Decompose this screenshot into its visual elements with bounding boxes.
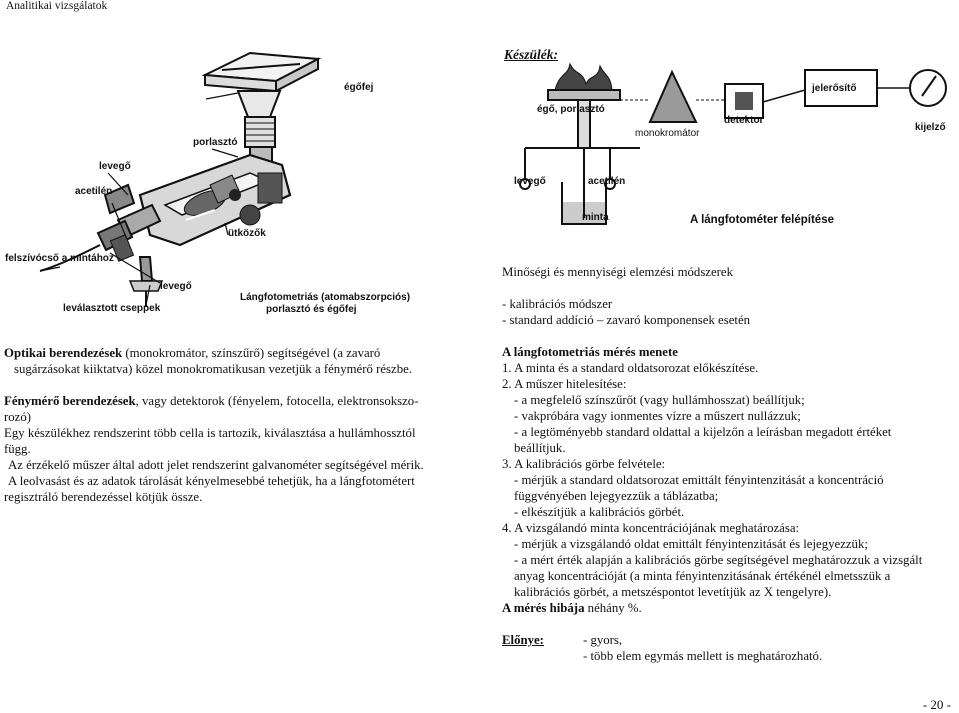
optikai-line2: sugárzásokat kiiktatva) közel monokromatikusan vezetjük a fénymérő részbe. xyxy=(14,362,412,376)
label-porlaszto: porlasztó xyxy=(193,137,238,148)
leolvasas-line2: regisztráló berendezéssel kötjük össze. xyxy=(4,490,203,504)
right-caption: A lángfotométer felépítése xyxy=(690,214,834,226)
step-3: 3. A kalibrációs görbe felvétele: xyxy=(502,457,666,471)
label-levego-top: levegő xyxy=(99,161,131,172)
header-title: Analitikai vizsgálatok xyxy=(6,0,108,12)
step-1: 1. A minta és a standard oldatsorozat előkészítése. xyxy=(502,361,759,375)
left-caption-line2: porlasztó és égőfej xyxy=(266,304,357,315)
fenymero-line3: Egy készülékhez rendszerint több cella is tartozik, kiválasztása a hullámhossztól xyxy=(4,426,416,440)
burner-nebulizer-drawing xyxy=(0,45,400,330)
leolvasas-line1: A leolvasást és az adatok tárolását kényelmesebbé tehetjük, ha a lángfotométert xyxy=(8,474,415,488)
label-ego-porlaszto: égő, porlasztó xyxy=(537,104,605,115)
error-line: A mérés hibája néhány %. xyxy=(502,601,642,615)
burner-icon xyxy=(548,90,620,100)
step-2c-cont: beállítjuk. xyxy=(514,441,566,455)
label-levego: levegő xyxy=(514,176,546,187)
step-2b: - vakpróbára vagy ionmentes vízre a műszert nullázzuk; xyxy=(514,409,801,423)
burner-head-icon xyxy=(205,53,318,117)
advantage-1: - gyors, xyxy=(583,633,623,647)
measure-title: A lángfotometriás mérés menete xyxy=(502,345,678,359)
step-3b: - elkészítjük a kalibrációs görbét. xyxy=(514,505,685,519)
label-jelerosito: jelerősítő xyxy=(812,83,857,94)
step-4b-cont2: kalibrációs görbét, a metszéspontot levetítjük az X tengelyre). xyxy=(514,585,832,599)
label-minta: minta xyxy=(582,212,609,223)
step-3a-cont: függvényében lejegyezzük a táblázatba; xyxy=(514,489,719,503)
step-3a: - mérjük a standard oldatsorozat emittált fényintenzitását a koncentráció xyxy=(514,473,884,487)
label-felszivocso: felszívócső a mintához xyxy=(5,253,114,264)
step-4: 4. A vizsgálandó minta koncentrációjának meghatározása: xyxy=(502,521,800,535)
page-number: - 20 - xyxy=(922,697,951,712)
label-monokromator: monokromátor xyxy=(635,128,700,139)
label-egofej: égőfej xyxy=(344,82,374,93)
step-4a: - mérjük a vizsgálandó oldat emittált fényintenzitását és lejegyezzük; xyxy=(514,537,868,551)
label-acetilen-right: acetilén xyxy=(588,176,626,187)
label-levalasztott: leválasztott cseppek xyxy=(63,303,161,314)
fenymero-line2: rozó) xyxy=(4,410,31,424)
mixing-chamber-icon xyxy=(140,155,290,245)
label-detektor: detektor xyxy=(724,115,764,126)
label-utkozok: ütközők xyxy=(228,228,266,239)
fenymero-line1: Fénymérő berendezések, vagy detektorok (fényelem, fotocella, elektronsokszo- xyxy=(4,394,419,408)
prism-icon xyxy=(650,72,696,122)
device-title: Készülék: xyxy=(504,47,558,62)
step-4b: - a mért érték alapján a kalibrációs görbe segítségével meghatározzuk a vizsgált xyxy=(514,553,923,567)
label-levego-bottom: levegő xyxy=(160,281,192,292)
method-2: - standard addíció – zavaró komponensek esetén xyxy=(502,313,751,327)
methods-title: Minőségi és mennyiségi elemzési módszerek xyxy=(502,265,733,279)
fenymero-line4: függ. xyxy=(4,442,31,456)
step-2: 2. A műszer hitelesítése: xyxy=(502,377,627,391)
advantage-2: - több elem egymás mellett is meghatározható. xyxy=(583,649,823,663)
label-acetilen: acetilén xyxy=(75,186,113,197)
step-4b-cont1: anyag koncentrációját (a minta fényintenzitásának értékénél elmetsszük a xyxy=(514,569,891,583)
label-kijelzo: kijelző xyxy=(915,122,946,133)
step-2a: - a megfelelő színszűrőt (vagy hullámhosszat) beállítjuk; xyxy=(514,393,805,407)
erzekelo-line: Az érzékelő műszer által adott jelet rendszerint galvanométer segítségével mérik. xyxy=(8,458,424,472)
left-caption-line1: Lángfotometriás (atomabszorpciós) xyxy=(240,292,411,303)
advantages-label: Előnye: xyxy=(502,633,544,647)
optikai-line1: Optikai berendezések (monokromátor, színszűrő) segítségével (a zavaró xyxy=(4,346,381,360)
flame-icon xyxy=(555,64,612,90)
method-1: - kalibrációs módszer xyxy=(502,297,613,311)
step-2c: - a legtöményebb standard oldattal a kijelzőn a leírásban megadott értéket xyxy=(514,425,892,439)
